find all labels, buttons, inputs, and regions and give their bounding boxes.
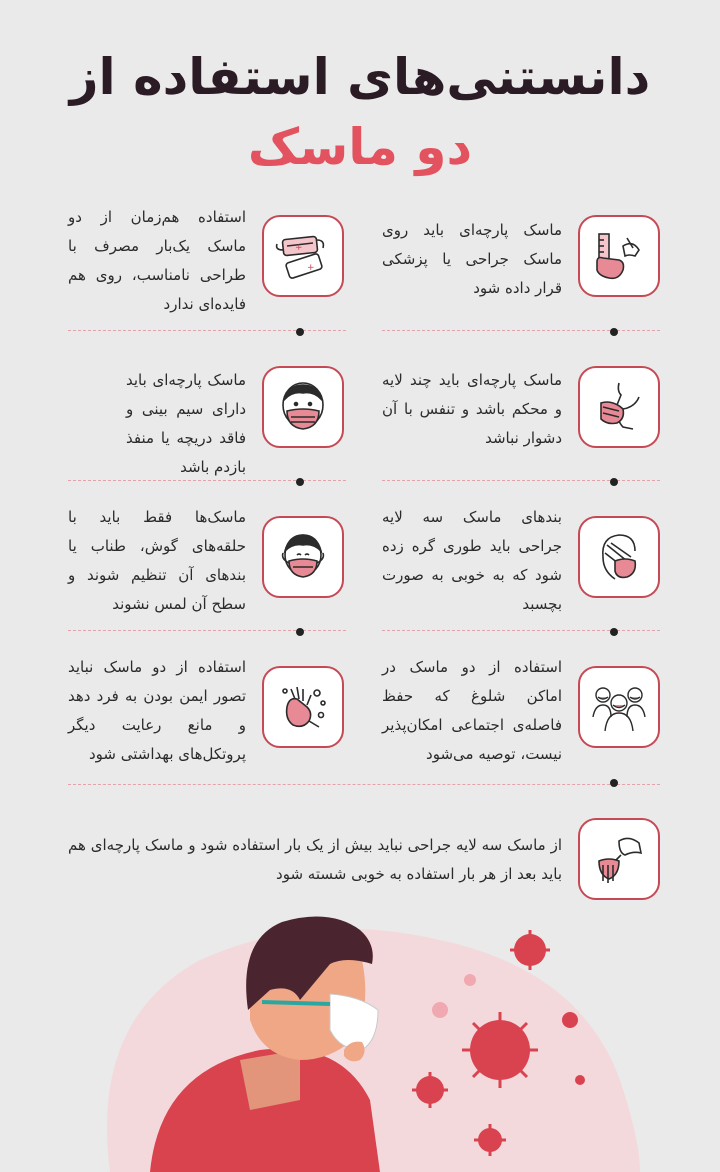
- page-title: دانستنی‌های استفاده از: [69, 48, 651, 106]
- tip-text-3: ماسک پارچه‌ای باید چند لایه و محکم باشد و تنفس با آن دشوار نباشد: [382, 371, 562, 447]
- tip-text-8: استفاده از دو ماسک نباید تصور ایمن بودن به فرد دهد و مانع رعایت دیگر پروتکل‌های بهداشتی شود: [68, 658, 246, 763]
- bullet-dot: [610, 478, 618, 486]
- divider: [382, 480, 660, 481]
- tip-text-7: استفاده از دو ماسک در اماکن شلوغ که حفظ فاصله‌ی اجتماعی امکان‌پذیر نیست، توصیه می‌شود: [382, 658, 562, 763]
- bullet-dot: [296, 328, 304, 336]
- divider: [68, 330, 346, 331]
- disposable-masks-icon: [262, 215, 344, 297]
- tip-text-5: بندهای ماسک سه لایه جراحی باید طوری گره زده شود که به خوبی به صورت بچسبد: [382, 508, 562, 613]
- tied-mask-icon: [578, 516, 660, 598]
- tip-text-4: ماسک پارچه‌ای باید دارای سیم بینی و فاقد دریچه یا منفذ بازدم باشد: [126, 371, 246, 476]
- divider: [68, 480, 346, 481]
- ear-loop-mask-icon: [262, 516, 344, 598]
- tip-text-2: استفاده هم‌زمان از دو ماسک یک‌بار مصرف با طراحی نامناسب، روی هم فایده‌ای ندارد: [68, 208, 246, 313]
- layered-mask-icon: [578, 215, 660, 297]
- tip-text-9: از ماسک سه لایه جراحی نباید بیش از یک بار استفاده شود و ماسک پارچه‌ای هم باید بعد از هر بار استفاده به خوبی شسته شود: [68, 836, 562, 883]
- man-coughing-illustration: [0, 900, 720, 1172]
- bullet-dot: [610, 328, 618, 336]
- hand-washing-icon: [262, 666, 344, 748]
- bullet-dot: [610, 628, 618, 636]
- divider: [382, 330, 660, 331]
- tip-text-1: ماسک پارچه‌ای باید روی ماسک جراحی یا پزشکی قرار داده شود: [382, 221, 562, 297]
- divider: [68, 630, 346, 631]
- tip-text-6: ماسک‌ها فقط باید با حلقه‌های گوش، طناب یا بندهای آن تنظیم شوند و سطح آن لمس نشوند: [68, 508, 246, 613]
- bullet-dot: [610, 779, 618, 787]
- side-face-mask-icon: [578, 366, 660, 448]
- svg-text:+: +: [295, 243, 303, 253]
- washing-mask-icon: [578, 818, 660, 900]
- page-subtitle: دو ماسک: [247, 118, 473, 176]
- crowd-icon: [578, 666, 660, 748]
- bullet-dot: [296, 628, 304, 636]
- svg-text:+: +: [307, 263, 315, 273]
- bullet-dot: [296, 478, 304, 486]
- masked-face-icon: [262, 366, 344, 448]
- divider: [382, 630, 660, 631]
- divider: [68, 784, 660, 785]
